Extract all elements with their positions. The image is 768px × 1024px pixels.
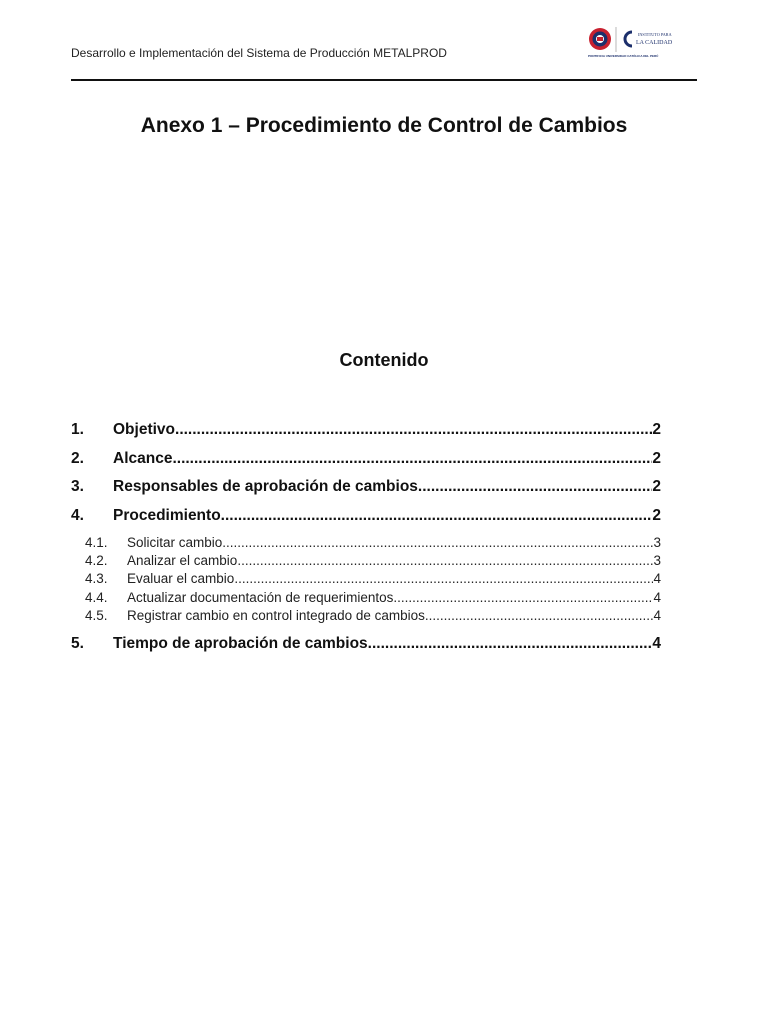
header-title: Desarrollo e Implementación del Sistema de Producción METALPROD [71,46,447,60]
toc-entry-5[interactable]: 5. Tiempo de aprobación de cambios ..... 4 [71,631,661,660]
toc-heading: Contenido [339,350,429,370]
document-title: Anexo 1 – Procedimiento de Control de Cambios [140,114,628,137]
logo-line2: LA CALIDAD [636,40,673,46]
toc-entry-4-5[interactable]: 4.5. Registrar cambio en control integrado de cambios ..... 4 [71,607,661,625]
table-of-contents [71,417,661,659]
toc-entry-4-4[interactable]: 4.4. Actualizar documentación de requerimientos ..... 4 [71,589,661,607]
toc-entry-1[interactable]: 1. Objetivo ..... 2 [71,417,661,446]
toc-entry-3[interactable]: 3. Responsables de aprobación de cambios ..... 2 [71,474,661,503]
header-rule [71,79,697,81]
toc-entry-4-2[interactable]: 4.2. Analizar el cambio ..... 3 [71,552,661,570]
logo-line1: INSTITUTO PARA [638,32,672,37]
toc-entry-4-3[interactable]: 4.3. Evaluar el cambio ..... 4 [71,570,661,588]
institution-logo [586,24,686,60]
logo-line3: PONTIFICIA UNIVERSIDAD CATÓLICA DEL PERÚ [588,54,659,58]
toc-entry-4-1[interactable]: 4.1. Solicitar cambio ..... 3 [71,534,661,552]
toc-entry-2[interactable]: 2. Alcance ..... 2 [71,446,661,475]
toc-entry-4[interactable]: 4. Procedimiento ..... 2 [71,503,661,532]
